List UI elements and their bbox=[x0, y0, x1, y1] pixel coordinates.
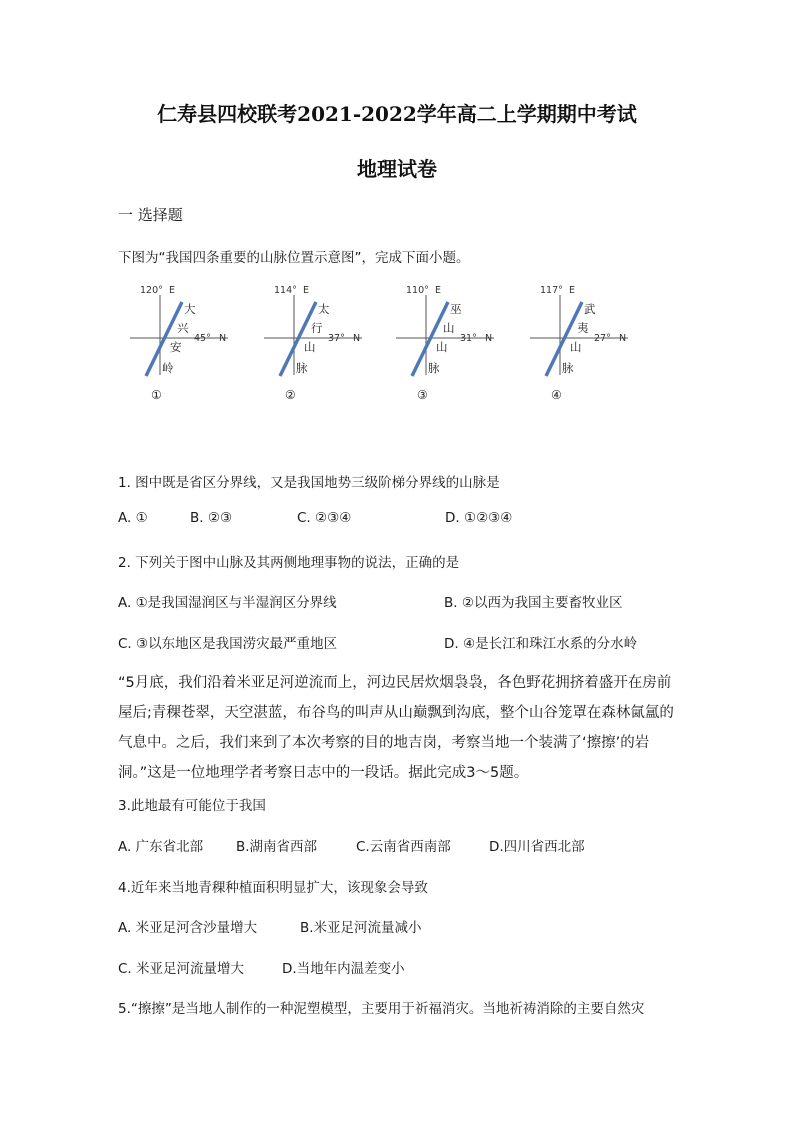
diagram-number: ② bbox=[285, 388, 296, 402]
mountain-name-char: 巫 bbox=[450, 302, 462, 316]
mountain-diagram-2 bbox=[262, 280, 382, 409]
mountain-name-char: 大 bbox=[184, 302, 196, 316]
diagram-svg bbox=[262, 280, 382, 405]
q3-option-b[interactable]: B.湖南省西部 bbox=[236, 839, 318, 855]
latitude-label: 27° bbox=[594, 333, 611, 344]
longitude-label: 117° bbox=[540, 285, 563, 296]
diagram-number: ① bbox=[151, 388, 162, 402]
mountain-name-char: 太 bbox=[318, 302, 330, 316]
mountain-name-char: 脉 bbox=[428, 361, 440, 375]
latitude-label: 31° bbox=[460, 333, 477, 344]
latitude-direction: N bbox=[353, 333, 361, 344]
mountain-diagram-1 bbox=[128, 280, 248, 409]
intro-text: 下图为“我国四条重要的山脉位置示意图”，完成下面小题。 bbox=[118, 250, 470, 266]
q3-option-c[interactable]: C.云南省西南部 bbox=[356, 839, 451, 855]
mountain-name-char: 夷 bbox=[577, 321, 589, 335]
q2-option-a[interactable]: A. ①是我国湿润区与半湿润区分界线 bbox=[118, 595, 337, 611]
q1-option-d[interactable]: D. ①②③④ bbox=[445, 510, 513, 526]
latitude-direction: N bbox=[219, 333, 227, 344]
exam-title: 仁寿县四校联考2021-2022学年高二上学期期中考试 bbox=[157, 102, 637, 126]
exam-subtitle: 地理试卷 bbox=[357, 157, 437, 181]
latitude-direction: N bbox=[485, 333, 493, 344]
diagram-svg bbox=[128, 280, 248, 405]
diagram-svg bbox=[528, 280, 648, 405]
mountain-diagram-3 bbox=[394, 280, 514, 409]
longitude-label: 110° bbox=[406, 285, 429, 296]
question-1-stem: 1. 图中既是省区分界线，又是我国地势三级阶梯分界线的山脉是 bbox=[118, 475, 500, 491]
q2-option-d[interactable]: D. ④是长江和珠江水系的分水岭 bbox=[444, 636, 638, 652]
longitude-direction: E bbox=[303, 285, 310, 296]
diagram-svg bbox=[394, 280, 514, 405]
longitude-direction: E bbox=[435, 285, 442, 296]
q2-option-b[interactable]: B. ②以西为我国主要畜牧业区 bbox=[444, 595, 623, 611]
question-2-stem: 2. 下列关于图中山脉及其两侧地理事物的说法，正确的是 bbox=[118, 555, 460, 571]
diagram-number: ③ bbox=[417, 388, 428, 402]
section-label: 一 选择题 bbox=[118, 206, 183, 224]
q4-option-b[interactable]: B.米亚足河流量减小 bbox=[300, 920, 422, 936]
q4-option-d[interactable]: D.当地年内温差变小 bbox=[282, 961, 405, 977]
mountain-name-char: 兴 bbox=[177, 321, 189, 335]
q3-option-a[interactable]: A. 广东省北部 bbox=[118, 839, 204, 855]
mountain-name-char: 武 bbox=[584, 302, 596, 316]
question-5-stem: 5.“擦擦”是当地人制作的一种泥塑模型，主要用于祈福消灾。当地祈祷消除的主要自然灾 bbox=[118, 1001, 645, 1017]
latitude-label: 45° bbox=[194, 333, 211, 344]
mountain-diagram-4 bbox=[528, 280, 648, 409]
q3-option-d[interactable]: D.四川省西北部 bbox=[489, 839, 585, 855]
q2-option-c[interactable]: C. ③以东地区是我国涝灾最严重地区 bbox=[118, 636, 338, 652]
q4-option-a[interactable]: A. 米亚足河含沙量增大 bbox=[118, 920, 258, 936]
mountain-name-char: 安 bbox=[170, 340, 182, 354]
mountain-name-char: 行 bbox=[311, 321, 323, 335]
longitude-label: 120° bbox=[140, 285, 163, 296]
mountain-name-char: 山 bbox=[436, 340, 448, 354]
mountain-name-char: 山 bbox=[570, 340, 582, 354]
question-3-stem: 3.此地最有可能位于我国 bbox=[118, 798, 266, 814]
q1-option-b[interactable]: B. ②③ bbox=[190, 510, 233, 526]
q4-option-c[interactable]: C. 米亚足河流量增大 bbox=[118, 961, 245, 977]
latitude-label: 37° bbox=[328, 333, 345, 344]
reading-passage: “5月底，我们沿着米亚足河逆流而上，河边民居炊烟袅袅，各色野花拥挤着盛开在房前屋后;青稞苍翠，天空湛蓝，布谷鸟的叫声从山巅飘到沟底，整个山谷笼罩在森林氤氲的气息中。之后，我们来到了本次考察的目的地吉岗，考察当地一个装满了‘擦擦’的岩洞。”这是一位地理学者考察日志中的一段话。据此完成3～5题。 bbox=[118, 675, 674, 781]
q1-option-a[interactable]: A. ① bbox=[118, 510, 148, 526]
mountain-name-char: 岭 bbox=[162, 361, 174, 375]
longitude-direction: E bbox=[169, 285, 176, 296]
latitude-direction: N bbox=[619, 333, 627, 344]
longitude-label: 114° bbox=[274, 285, 297, 296]
longitude-direction: E bbox=[569, 285, 576, 296]
question-4-stem: 4.近年来当地青稞种植面积明显扩大，该现象会导致 bbox=[118, 880, 428, 896]
mountain-name-char: 山 bbox=[304, 340, 316, 354]
mountain-name-char: 山 bbox=[443, 321, 455, 335]
q1-option-c[interactable]: C. ②③④ bbox=[297, 510, 352, 526]
diagram-number: ④ bbox=[551, 388, 562, 402]
mountain-name-char: 脉 bbox=[296, 361, 308, 375]
mountain-name-char: 脉 bbox=[562, 361, 574, 375]
